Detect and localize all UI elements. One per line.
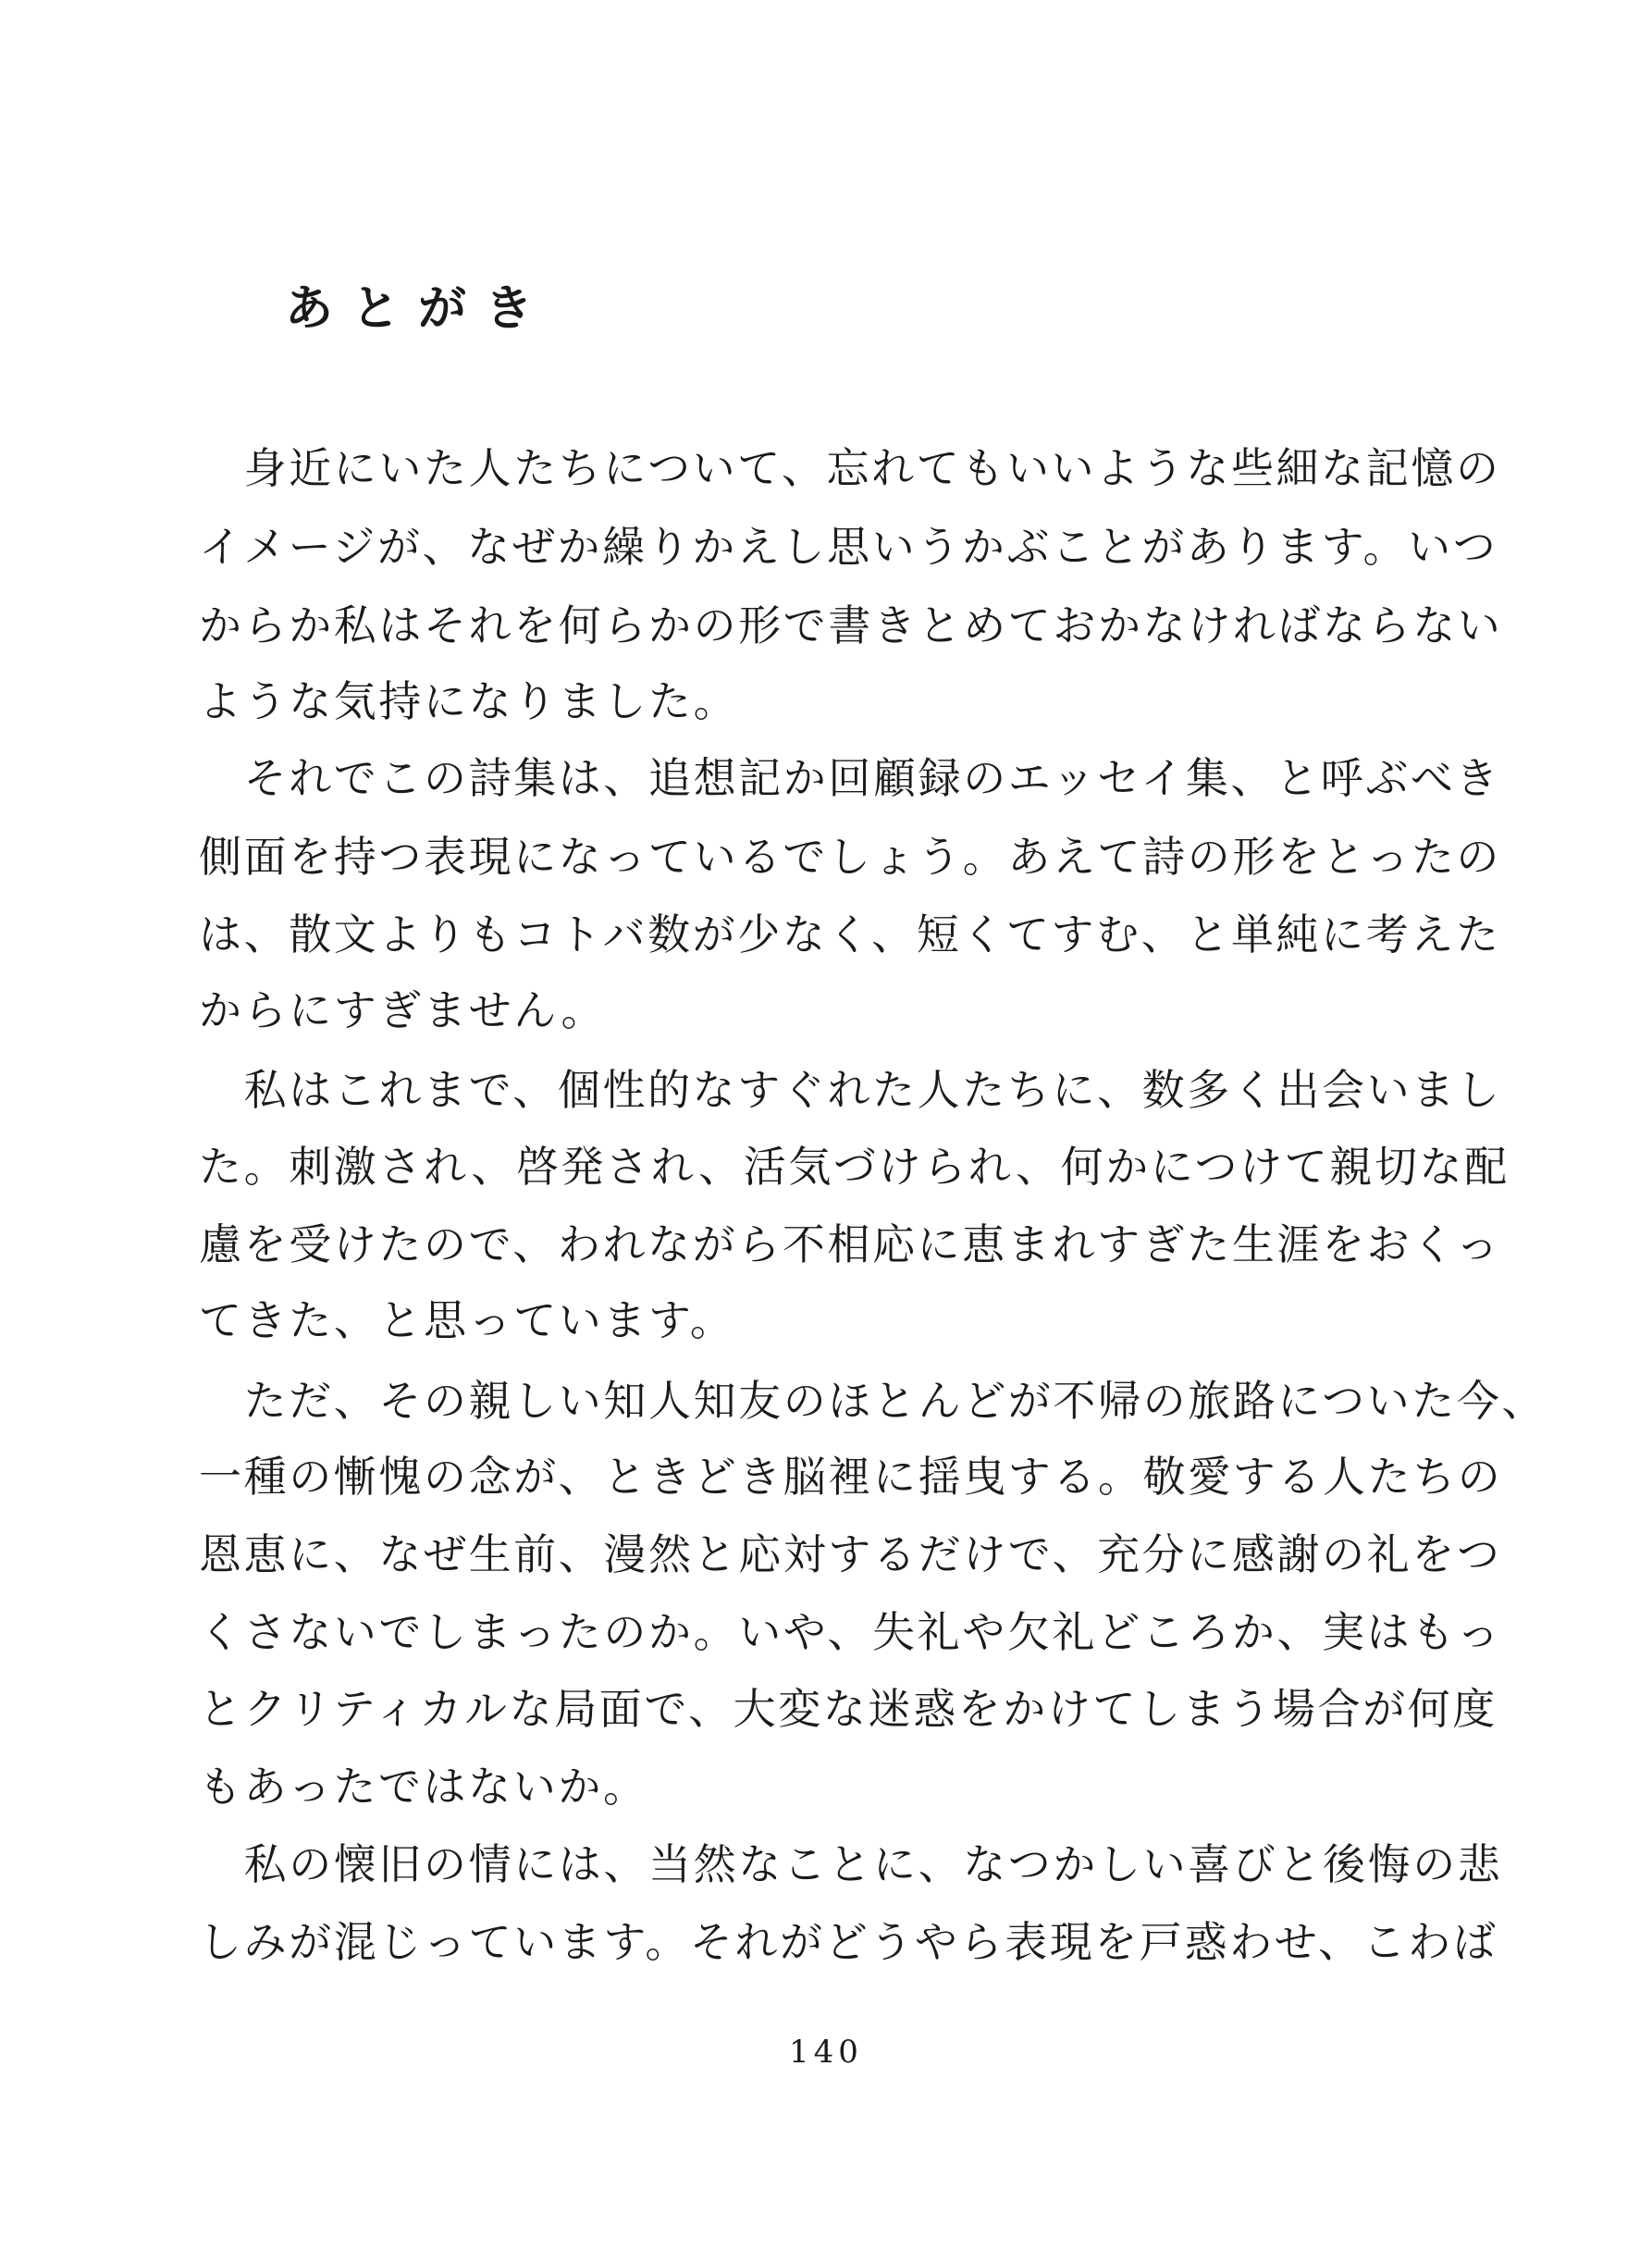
text-line: もあったではないか。	[199, 1762, 648, 1812]
text-line: てきた、と思っています。	[199, 1295, 735, 1345]
text-line: 側面を持つ表現になっているでしょう。あえて詩の形をとったの	[199, 832, 1502, 882]
text-line: 私はこれまで、個性的なすぐれた人たちに、数多く出会いまし	[199, 1065, 1502, 1115]
text-line: 恩恵に、なぜ生前、漫然と応対するだけで、充分に感謝の礼をつ	[199, 1529, 1502, 1579]
text-line: は、散文よりもコトバ数が少なく、短くてすむ、と単純に考えた	[199, 909, 1501, 959]
text-line: しみが混じっています。それがどうやら表現を戸惑わせ、こわば	[199, 1917, 1498, 1967]
page-number: 140	[789, 2034, 863, 2071]
text-line: 私の懐旧の情には、当然なことに、なつかしい喜びと後悔の悲	[199, 1839, 1503, 1889]
text-line: からにすぎません。	[199, 985, 607, 1035]
text-line: 一種の慚愧の念が、ときどき脳裡に揺曳する。敬愛する人たちの	[199, 1452, 1503, 1502]
text-line: からか私はそれを何らかの形で書きとめておかなければならない	[199, 600, 1503, 650]
text-line: ただ、その親しい知人知友のほとんどが不帰の旅路についた今、	[199, 1376, 1547, 1426]
text-line: た。刺激され、啓発され、活気づけられ、何かにつけて親切な配	[199, 1142, 1510, 1192]
text-line: 身近にいた人たちについて、忘れてもいいような些細な記憶の	[199, 443, 1501, 493]
text-line: 慮を受けたので、われながら不相応に恵まれすぎた生涯をおくっ	[199, 1219, 1501, 1269]
text-line: ような気持になりました。	[199, 676, 739, 726]
text-line: とクリティカルな局面で、大変な迷惑をかけてしまう場合が何度	[199, 1684, 1498, 1734]
text-line: くさないでしまったのか。いや、失礼や欠礼どころか、実はもっ	[199, 1607, 1502, 1657]
page-title: あとがき	[285, 280, 552, 337]
text-line: それでこの詩集は、追想記か回顧録のエッセイ集、と呼ぶべき	[199, 753, 1501, 803]
text-line: イメージが、なぜか繰りかえし思いうかぶことがあります。いつ	[199, 522, 1498, 572]
